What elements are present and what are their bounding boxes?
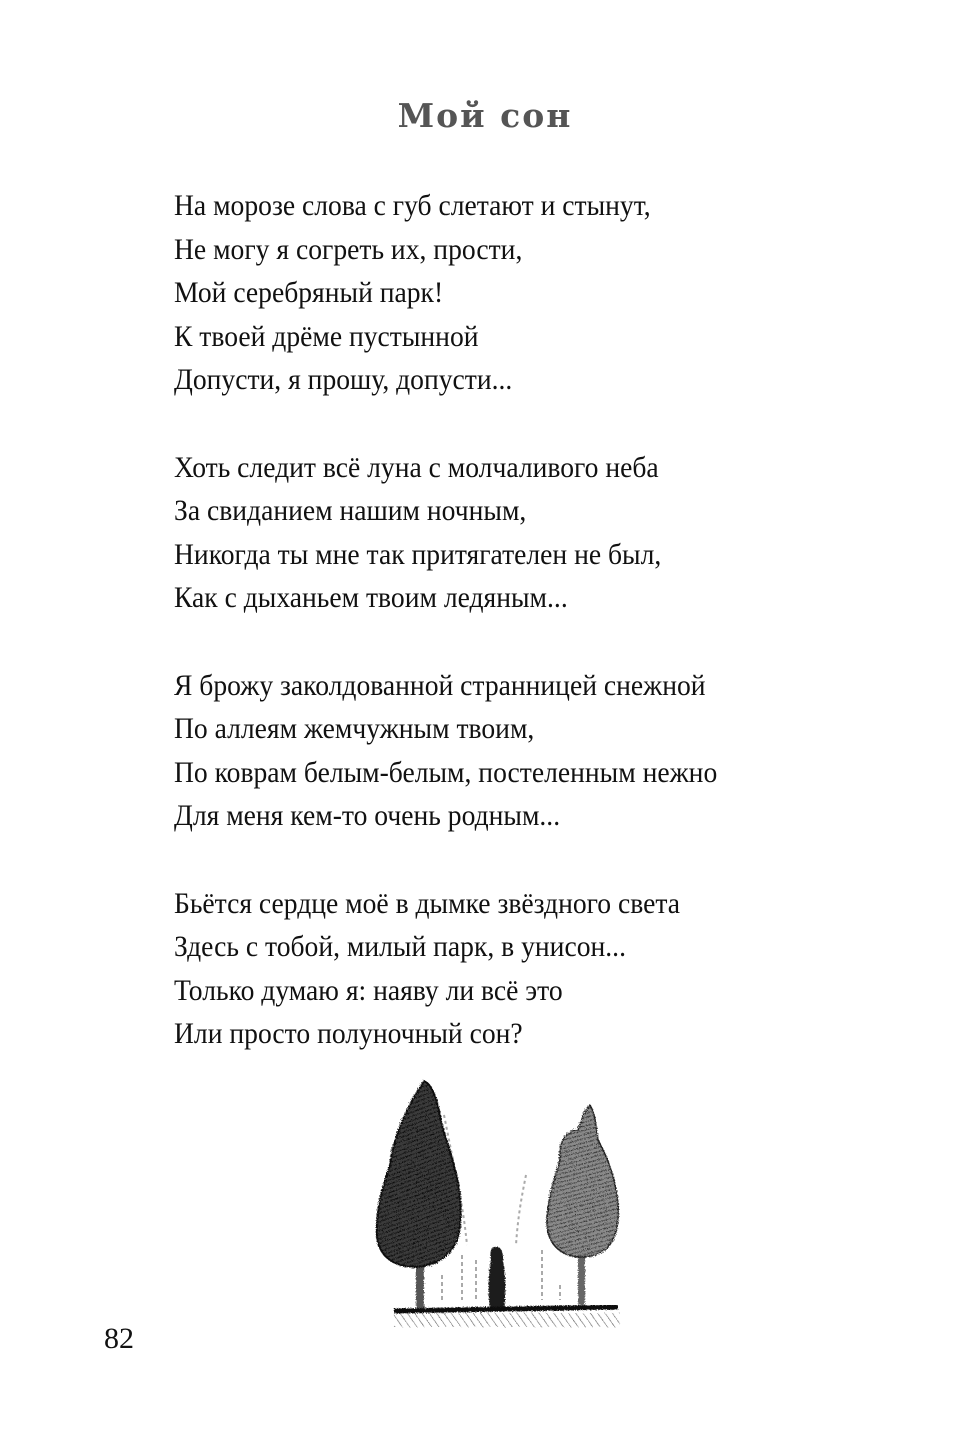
poem-title: Мой сон [397, 96, 573, 135]
poem-line: Бьётся сердце моё в дымке звёздного света [174, 886, 680, 920]
poem-line: К твоей дрёме пустынной [174, 319, 479, 353]
page-number: 82 [104, 1322, 134, 1355]
park-trees-figure-illustration-icon [372, 1075, 628, 1335]
poem-line: Хоть следит всё луна с молчаливого неба [174, 450, 659, 484]
poem-line: На морозе слова с губ слетают и стынут, [174, 189, 651, 222]
poem-line: Мой серебряный парк! [174, 276, 444, 309]
poem-line: Только думаю я: наяву ли всё это [174, 973, 563, 1007]
poem-line: Для меня кем-то очень родным... [174, 799, 561, 832]
poem-line: Здесь с тобой, милый парк, в унисон... [174, 930, 626, 963]
poem-body [174, 184, 874, 1100]
poem-line: Я брожу заколдованной странницей снежной [174, 668, 706, 702]
poem-line: По коврам белым-белым, постеленным нежно [174, 755, 718, 789]
poem-line: Допусти, я прошу, допусти... [174, 363, 513, 396]
poem-line: По аллеям жемчужным твоим, [174, 712, 535, 745]
poem-line: Никогда ты мне так притягателен не был, [174, 537, 662, 571]
stanza-2 [174, 446, 874, 620]
stanza-4 [174, 882, 874, 1056]
poem-line: Не могу я согреть их, прости, [174, 232, 523, 266]
poem-line: Или просто полуночный сон? [174, 1017, 523, 1050]
stanza-3 [174, 664, 874, 838]
poem-line: За свиданием нашим ночным, [174, 494, 527, 527]
poem-line: Как с дыханьем твоим ледяным... [174, 581, 568, 614]
stanza-1 [174, 184, 874, 402]
